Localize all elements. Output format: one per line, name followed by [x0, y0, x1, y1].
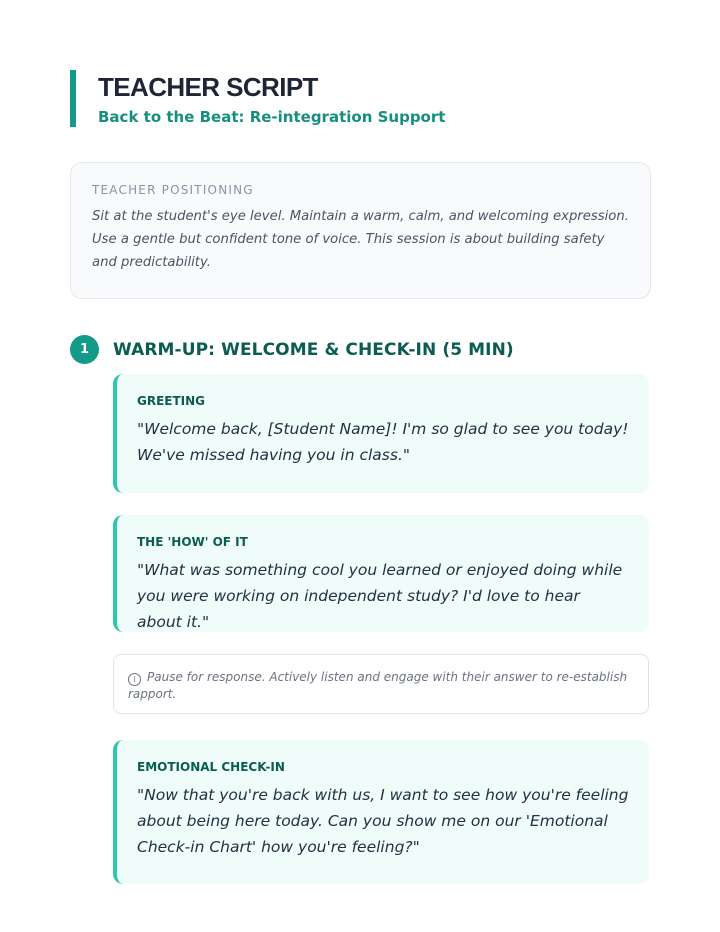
positioning-label: TEACHER POSITIONING [92, 183, 254, 197]
note-text: Pause for response. Actively listen and engage with their answer to re-establish rapport. [128, 670, 628, 701]
section-title: WARM-UP: WELCOME & CHECK-IN (5 MIN) [113, 339, 514, 360]
card-label: EMOTIONAL CHECK-IN [137, 760, 285, 774]
section-number-badge: 1 [70, 335, 99, 364]
emotional-check-in-card [113, 740, 649, 884]
greeting-card [113, 374, 649, 493]
facilitator-note [113, 654, 649, 714]
teacher-positioning-box [70, 162, 651, 299]
script-header [70, 70, 445, 127]
page-title: TEACHER SCRIPT [98, 72, 318, 102]
card-quote: "What was something cool you learned or enjoyed doing while you were working on independent study? I'd love to hear about it." [137, 561, 623, 631]
section-heading [70, 335, 514, 364]
card-quote: "Welcome back, [Student Name]! I'm so glad to see you today! We've missed having you in class." [137, 420, 629, 464]
positioning-text: Sit at the student's eye level. Maintain a warm, calm, and welcoming expression. Use a gentle but confident tone of voice. This session is about building safety and predictability. [92, 209, 629, 270]
how-of-it-card [113, 515, 649, 632]
card-quote: "Now that you're back with us, I want to see how you're feeling about being here today. Can you show me on our 'Emotional Check-in Chart' how you're feeling?" [137, 786, 629, 856]
info-icon: i [128, 673, 141, 686]
card-label: THE 'HOW' OF IT [137, 535, 248, 549]
card-label: GREETING [137, 394, 206, 408]
page-subtitle: Back to the Beat: Re-integration Support [98, 108, 446, 126]
